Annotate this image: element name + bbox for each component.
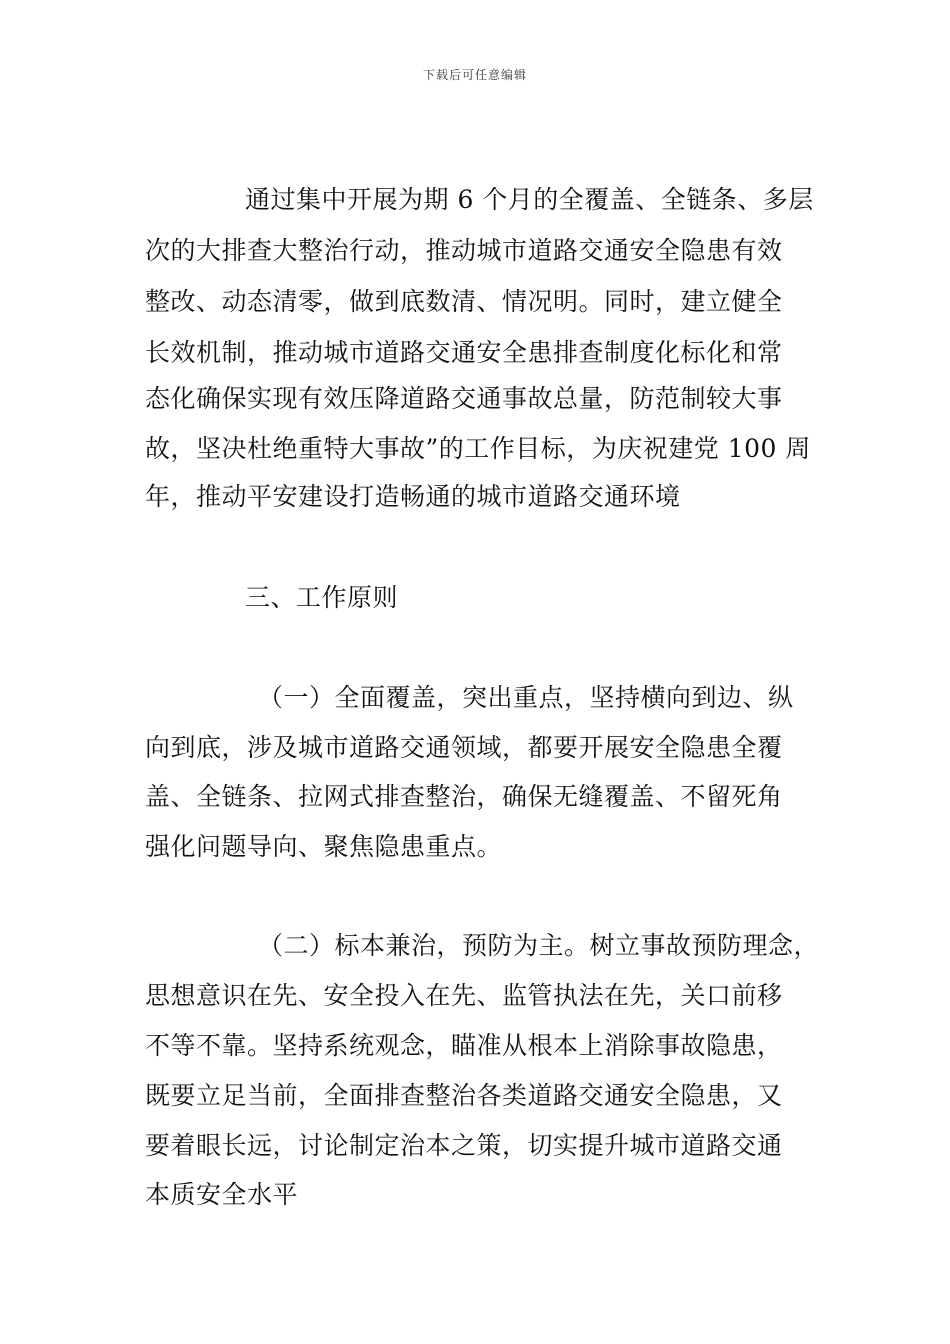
text-line: 故，坚决杜绝重特大事故”的工作目标，为庆祝建党 100 周 [145,434,811,463]
text-line: 既要立足当前，全面排查整治各类道路交通安全隐患，又 [145,1081,783,1110]
text-line: 年，推动平安建设打造畅通的城市道路交通环境 [145,482,681,511]
text-line: 本质安全水平 [145,1180,299,1209]
text-line: 态化确保实现有效压降道路交通事故总量，防范制较大事 [145,384,783,413]
text-line: 要着眼长远，讨论制定治本之策，切实提升城市道路交通 [145,1131,783,1160]
text-line: 整改、动态清零，做到底数清、情况明。同时，建立健全 [145,287,783,316]
text-line: 思想意识在先、安全投入在先、监管执法在先，关口前移 [145,981,783,1010]
text-line: （二）标本兼治，预防为主。树立事故预防理念， [258,931,820,960]
text-line: 不等不靠。坚持系统观念，瞄准从根本上消除事故隐患， [145,1031,783,1060]
text-line: 向到底，涉及城市道路交通领域，都要开展安全隐患全覆 [145,733,783,762]
text-line: （一）全面覆盖，突出重点，坚持横向到边、纵 [258,683,794,712]
text-line: 强化问题导向、聚焦隐患重点。 [145,832,503,861]
text-line: 次的大排查大整治行动，推动城市道路交通安全隐患有效 [145,236,783,265]
header-note: 下载后可任意编辑 [422,68,527,82]
text-line: 长效机制，推动城市道路交通安全患排查制度化标化和常 [145,338,783,367]
text-line: 通过集中开展为期 6 个月的全覆盖、全链条、多层 [245,185,814,214]
text-line: 盖、全链条、拉网式排查整治，确保无缝覆盖、不留死角 [145,782,783,811]
section-heading-text: 三、工作原则 [245,583,399,612]
